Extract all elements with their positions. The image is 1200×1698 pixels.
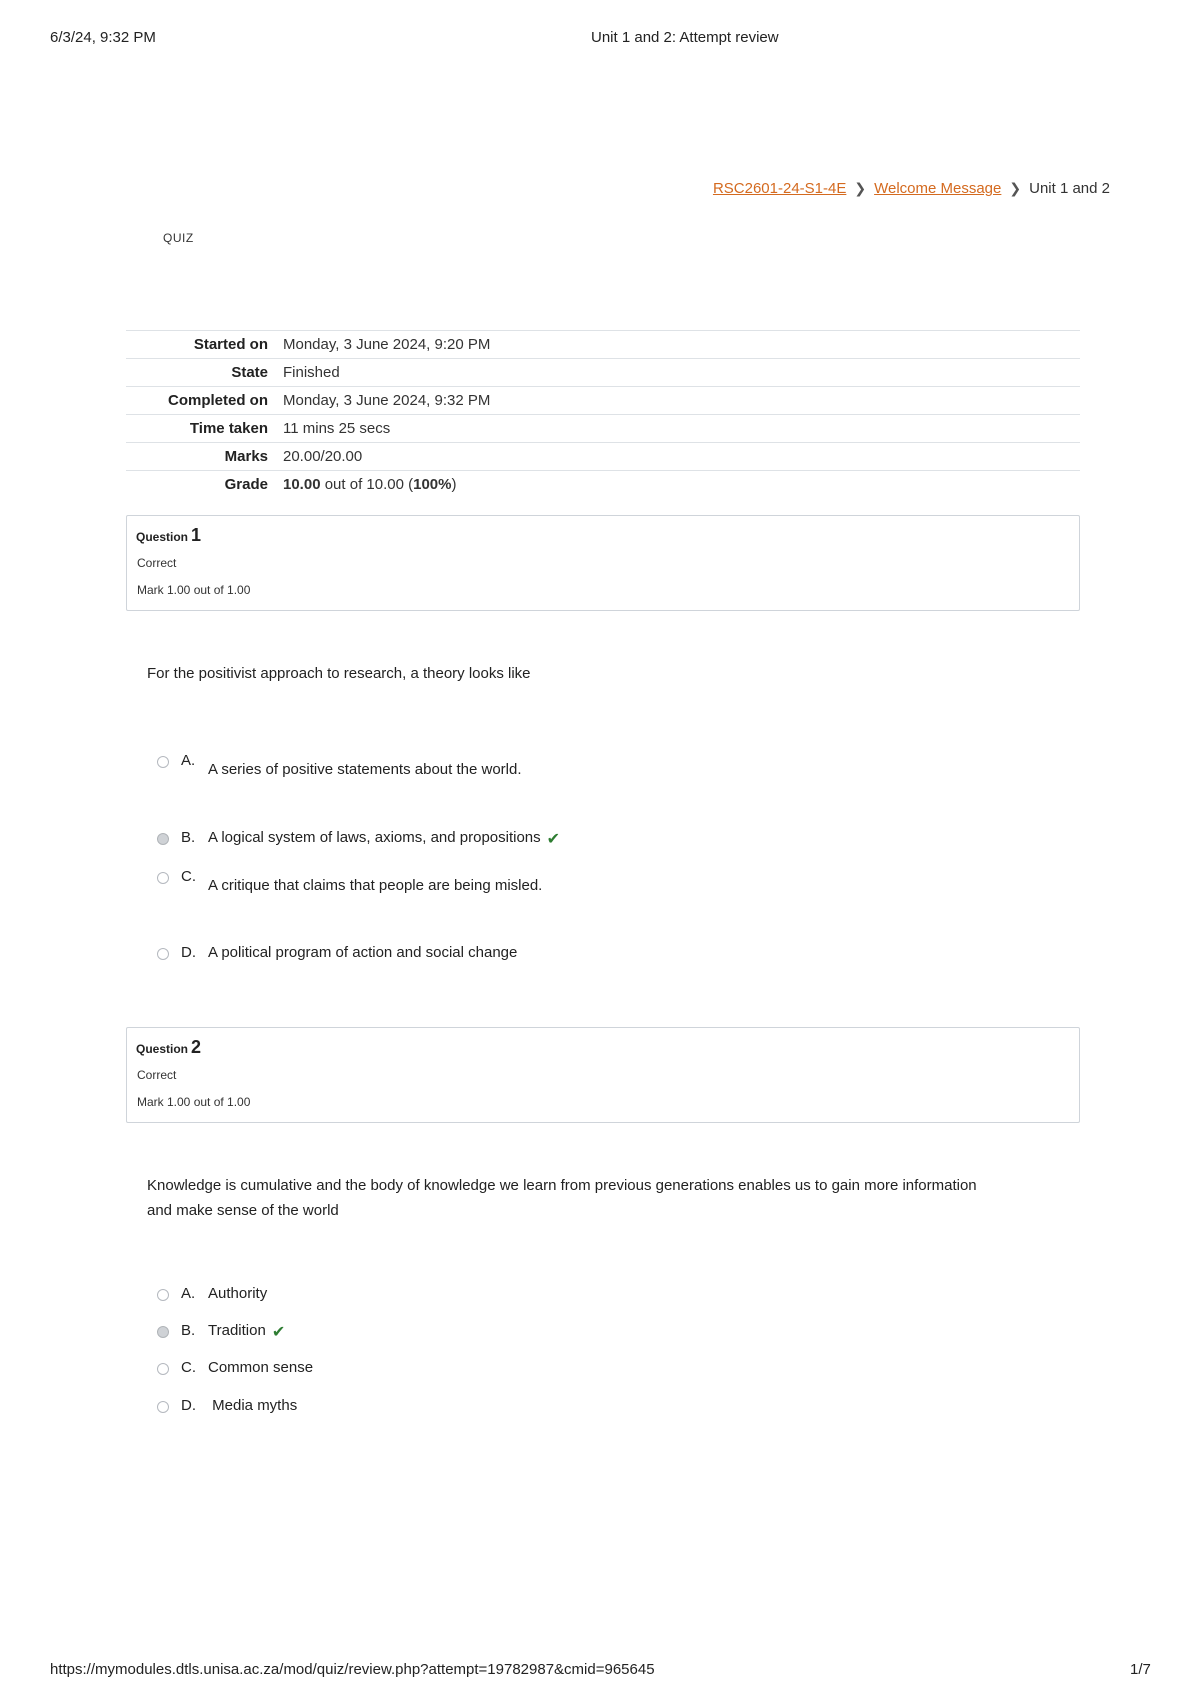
answer-letter: A.	[181, 1285, 196, 1302]
answer-text: Authority	[208, 1285, 268, 1302]
radio-icon[interactable]	[157, 1401, 169, 1413]
check-icon: ✔	[271, 1324, 286, 1341]
question-mark: Mark 1.00 out of 1.00	[137, 1095, 251, 1109]
summary-label: State	[231, 364, 268, 381]
answer-option[interactable]	[157, 868, 542, 892]
print-page-number: 1/7	[1130, 1661, 1151, 1678]
grade-out-of: out of 10.00 (	[320, 476, 414, 493]
answer-text: Tradition	[208, 1322, 266, 1339]
chevron-right-icon: ❯	[854, 180, 867, 196]
grade-percent: 100%	[413, 476, 452, 493]
answer-text: A critique that claims that people are being misled.	[208, 877, 543, 894]
answer-letter: D.	[181, 1397, 196, 1414]
breadcrumb-current: Unit 1 and 2	[1029, 180, 1110, 197]
answer-option[interactable]	[157, 1359, 313, 1383]
answer-letter: B.	[181, 1322, 196, 1339]
answer-letter: D.	[181, 944, 196, 961]
question-mark: Mark 1.00 out of 1.00	[137, 583, 251, 597]
summary-label: Marks	[224, 448, 268, 465]
answer-option-selected[interactable]	[157, 829, 560, 853]
summary-value: Monday, 3 June 2024, 9:32 PM	[283, 392, 491, 409]
summary-row-started	[126, 330, 1080, 358]
answer-letter: B.	[181, 829, 196, 846]
print-page-title: Unit 1 and 2: Attempt review	[591, 29, 779, 46]
summary-row-grade	[126, 470, 1080, 498]
question-state: Correct	[137, 556, 177, 570]
check-icon: ✔	[546, 831, 561, 848]
chevron-right-icon: ❯	[1009, 180, 1022, 196]
answer-option[interactable]	[157, 1397, 297, 1421]
question-text	[147, 1173, 1067, 1223]
answer-option-selected[interactable]	[157, 1322, 285, 1346]
question-number: 2	[191, 1037, 202, 1057]
answer-letter: A.	[181, 752, 196, 769]
summary-label: Completed on	[168, 392, 268, 409]
radio-icon[interactable]	[157, 756, 169, 768]
question-title: Question 1	[136, 525, 202, 545]
summary-row-completed	[126, 386, 1080, 414]
summary-row-time-taken	[126, 414, 1080, 442]
summary-value: 11 mins 25 secs	[283, 420, 391, 437]
question-number: 1	[191, 525, 202, 545]
grade-close: )	[451, 476, 457, 493]
question-title: Question 2	[136, 1037, 202, 1057]
answer-option[interactable]	[157, 944, 517, 968]
answer-option[interactable]	[157, 752, 522, 776]
print-datetime: 6/3/24, 9:32 PM	[50, 29, 156, 46]
question-info-box	[126, 515, 1080, 611]
radio-icon[interactable]	[157, 1326, 169, 1338]
answer-letter: C.	[181, 1359, 196, 1376]
grade-score: 10.00	[283, 476, 321, 493]
answer-text: A logical system of laws, axioms, and propositions	[208, 829, 541, 846]
answer-text: Common sense	[208, 1359, 314, 1376]
answer-text: A political program of action and social change	[208, 944, 518, 961]
radio-icon[interactable]	[157, 872, 169, 884]
summary-label: Started on	[193, 336, 268, 353]
quiz-label: QUIZ	[163, 231, 194, 245]
radio-icon[interactable]	[157, 833, 169, 845]
radio-icon[interactable]	[157, 1363, 169, 1375]
summary-label: Grade	[224, 476, 268, 493]
breadcrumb-link-welcome[interactable]: Welcome Message	[874, 180, 1002, 197]
question-text-line: and make sense of the world	[147, 1202, 339, 1219]
answer-letter: C.	[181, 868, 196, 885]
grade-value	[283, 476, 457, 493]
answer-text: A series of positive statements about the world.	[208, 761, 522, 778]
question-text-line: Knowledge is cumulative and the body of knowledge we learn from previous generations enables us to gain more information	[147, 1177, 977, 1194]
summary-value: 20.00/20.00	[283, 448, 363, 465]
summary-label: Time taken	[189, 420, 268, 437]
question-text: For the positivist approach to research, a theory looks like	[147, 665, 531, 682]
breadcrumb-link-course[interactable]: RSC2601-24-S1-4E	[712, 180, 847, 197]
breadcrumb	[713, 180, 1110, 197]
radio-icon[interactable]	[157, 1289, 169, 1301]
question-state: Correct	[137, 1068, 177, 1082]
question-info-box	[126, 1027, 1080, 1123]
answer-text: Media myths	[208, 1397, 298, 1414]
attempt-summary-table	[126, 330, 1080, 498]
summary-value: Finished	[283, 364, 340, 381]
summary-value: Monday, 3 June 2024, 9:20 PM	[283, 336, 491, 353]
summary-row-marks	[126, 442, 1080, 470]
answer-option[interactable]	[157, 1285, 267, 1309]
summary-row-state	[126, 358, 1080, 386]
radio-icon[interactable]	[157, 948, 169, 960]
print-url: https://mymodules.dtls.unisa.ac.za/mod/quiz/review.php?attempt=19782987&cmid=965645	[50, 1661, 655, 1678]
